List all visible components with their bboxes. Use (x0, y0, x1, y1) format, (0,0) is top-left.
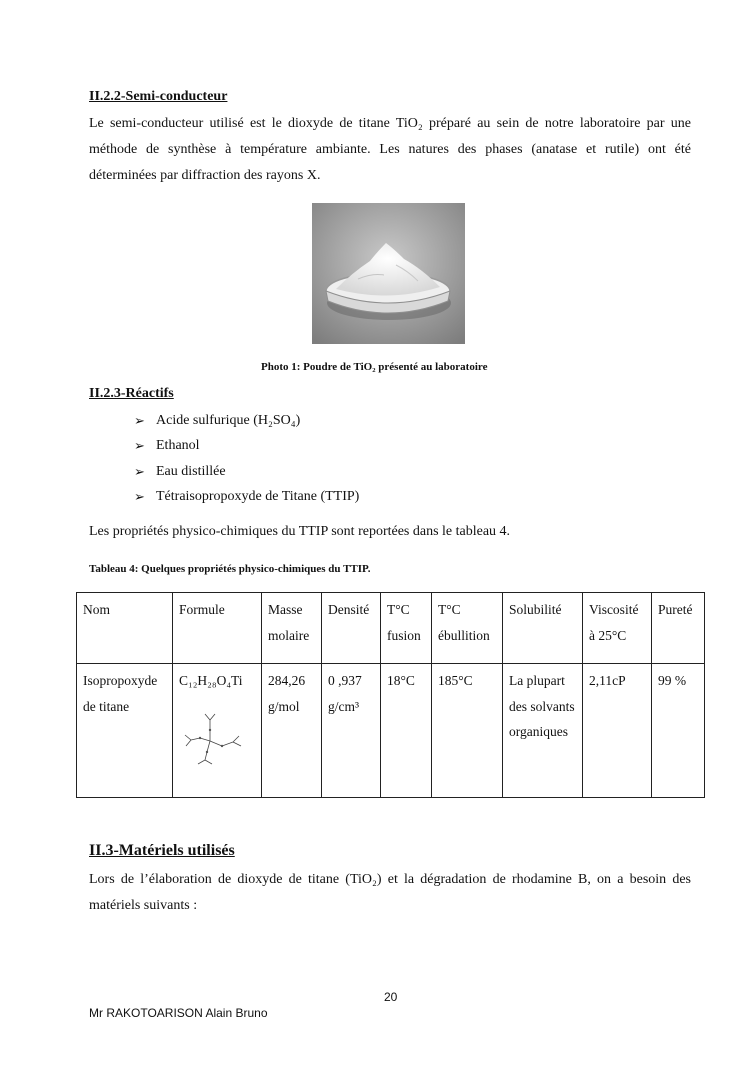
column-header: Densité (322, 593, 381, 664)
arrow-bullet-icon: ➢ (134, 489, 145, 505)
ttip-properties-table (76, 592, 705, 798)
cell-densite: 0 ,937 g/cm³ (322, 664, 381, 798)
reactifs-list (134, 408, 359, 510)
cell-viscosite: 2,11cP (583, 664, 652, 798)
table-intro-text: Les propriétés physico-chimiques du TTIP sont reportées dans le tableau 4. (89, 524, 511, 539)
section-heading-semi-conducteur: II.2.2-Semi-conducteur (89, 89, 228, 104)
list-item (134, 459, 359, 485)
cell-nom: Isopropoxyde de titane (77, 664, 173, 798)
list-item-label: Ethanol (156, 438, 200, 454)
photo-caption: Photo 1: Poudre de TiO₂ présenté au laboratoire (261, 361, 488, 373)
paragraph-materiels (89, 867, 691, 919)
column-header: Nom (77, 593, 173, 664)
formula-text: C₁₂H₂₈O₄Ti (179, 673, 243, 688)
table-caption: Tableau 4: Quelques propriétés physico-chimiques du TTIP. (89, 563, 371, 575)
list-item (134, 408, 359, 434)
column-header: T°C ébullition (432, 593, 503, 664)
section-heading-materiels: II.3-Matériels utilisés (89, 842, 235, 859)
cell-formule (173, 664, 262, 798)
list-item-label: Acide sulfurique (H₂SO₄) (156, 412, 301, 428)
cell-ebullition: 185°C (432, 664, 503, 798)
paragraph-line: Lors de l’élaboration de dioxyde de titane (TiO₂) et la dégradation de rhodamine B, on a besoin des (89, 872, 691, 887)
table-header-row (77, 593, 705, 664)
paragraph-line: méthode de synthèse à température ambiante. Les natures des phases (anatase et rutile) ont été (89, 142, 691, 157)
column-header: Pureté (652, 593, 705, 664)
list-item-label: Tétraisopropoxyde de Titane (TTIP) (156, 489, 360, 505)
footer-author: Mr RAKOTOARISON Alain Bruno (89, 1006, 268, 1020)
cell-masse-molaire: 284,26 g/mol (262, 664, 322, 798)
section-heading-reactifs: II.2.3-Réactifs (89, 386, 174, 401)
column-header: Solubilité (503, 593, 583, 664)
cell-fusion: 18°C (381, 664, 432, 798)
cell-purete: 99 % (652, 664, 705, 798)
paragraph-line: matériels suivants : (89, 898, 198, 913)
list-item-label: Eau distillée (156, 463, 226, 479)
paragraph-semi-conducteur (89, 111, 691, 189)
tio2-powder-photo (312, 203, 465, 344)
arrow-bullet-icon: ➢ (134, 463, 145, 479)
page-number: 20 (384, 990, 398, 1004)
ttip-structure-icon (179, 696, 257, 768)
paragraph-line: déterminées par diffraction des rayons X. (89, 168, 321, 183)
paragraph-line: Le semi-conducteur utilisé est le dioxyde de titane TiO₂ préparé au sein de notre laboratoire par une (89, 116, 691, 131)
column-header: Viscosité à 25°C (583, 593, 652, 664)
list-item (134, 485, 359, 511)
column-header: Masse molaire (262, 593, 322, 664)
powder-dish-illustration (312, 203, 465, 344)
list-item (134, 434, 359, 460)
cell-solubilite: La plupart des solvants organiques (503, 664, 583, 798)
arrow-bullet-icon: ➢ (134, 412, 145, 428)
column-header: T°C fusion (381, 593, 432, 664)
table-row (77, 664, 705, 798)
arrow-bullet-icon: ➢ (134, 438, 145, 454)
column-header: Formule (173, 593, 262, 664)
